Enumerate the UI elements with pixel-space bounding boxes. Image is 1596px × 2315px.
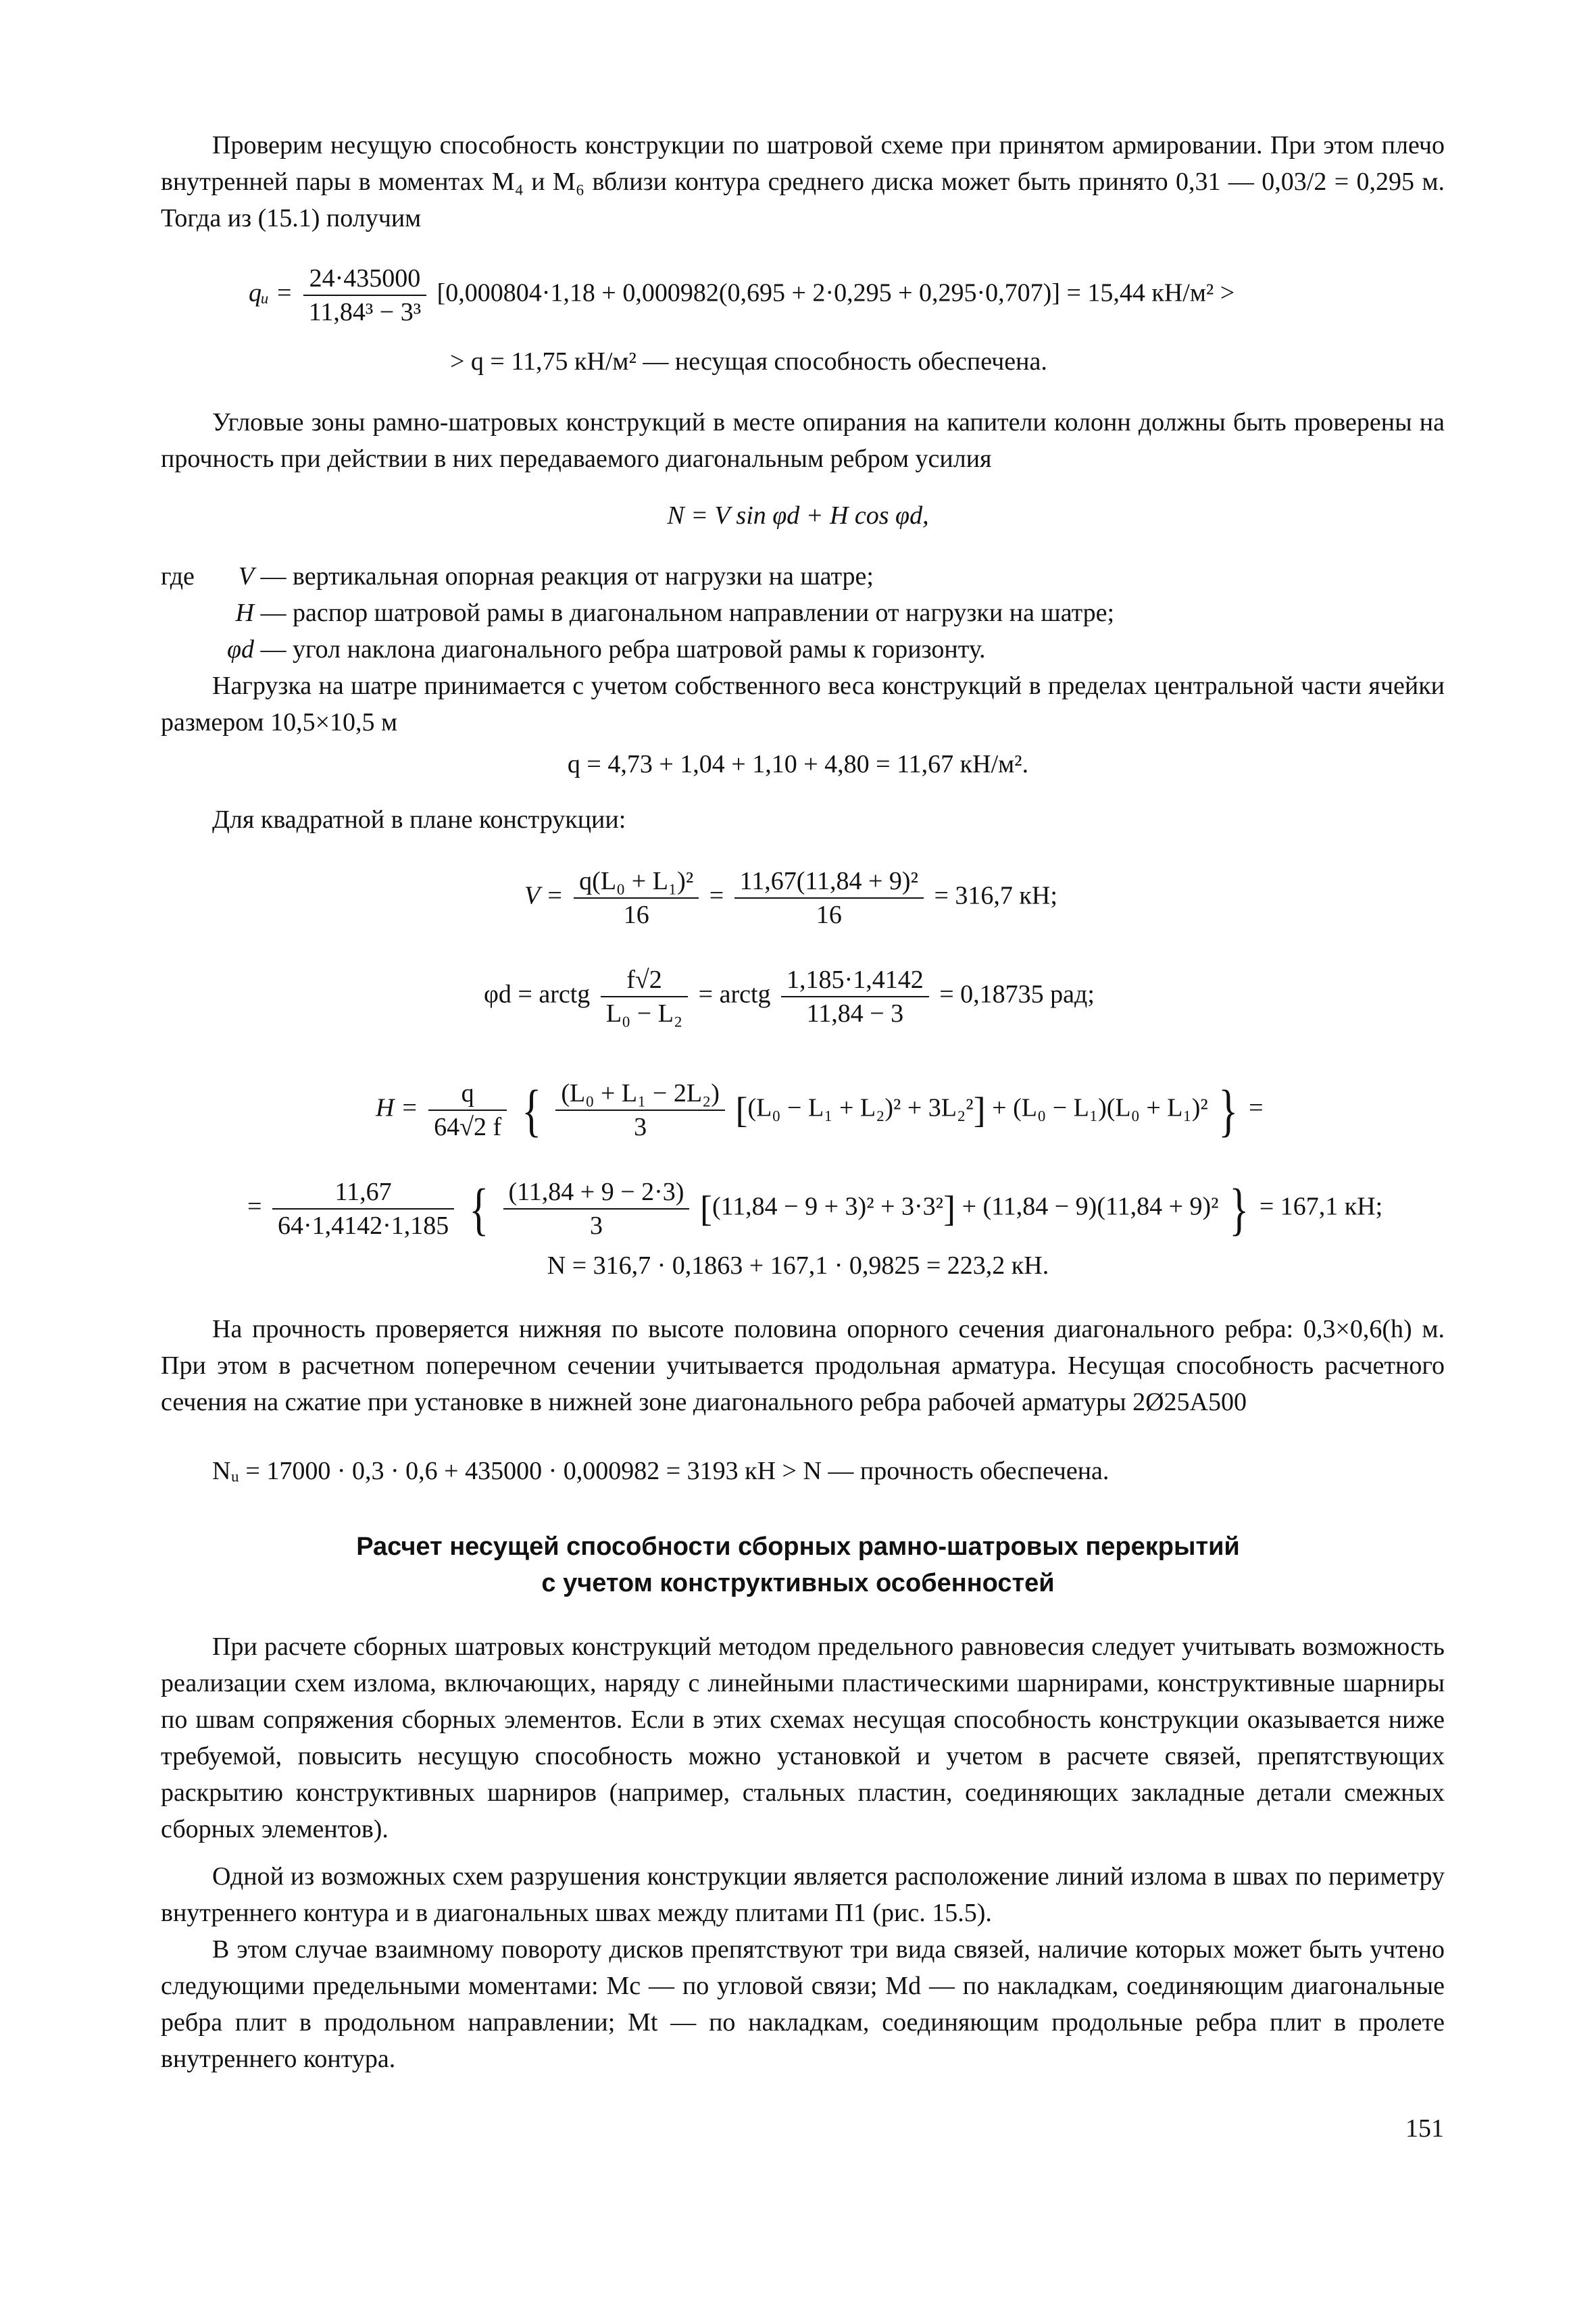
- where-text: — распор шатровой рамы в диагональном направлении от нагрузки на шатре;: [260, 599, 1115, 627]
- where-item-V: [214, 558, 1443, 595]
- eq-phi-mid: = arctg: [698, 980, 771, 1009]
- eq-H1-fraction-2: [555, 1077, 725, 1143]
- where-symbol: H: [235, 599, 254, 627]
- equation-V: V = $\frac{\text{q(L₀ + L₁)²}}{16}$ = $\frac{\text{11,67(11,84 + 9)²}}{16}$ = 316,7 кН;: [524, 865, 1057, 931]
- eq-V-result: = 316,7 кН;: [934, 881, 1057, 910]
- eq-phi-lhs: φd = arctg: [484, 980, 591, 1009]
- equation-H-numeric: = $\frac{11,67}{64\cdot 1,4142\cdot 1,185}$ { $\frac{(11,84 + 9 - 2\cdot 3)}{3}$ [(11,84 − 9 + 3)² + 3·3²] + (11,84 − 9)(11,84 + 9)² } = 167,1 кН;: [247, 1176, 1383, 1241]
- equation-N-formula: [0, 497, 1596, 534]
- eq-H1-lhs: H =: [376, 1093, 418, 1122]
- section-heading-line-2: с учетом конструктивных особенностей: [541, 1569, 1055, 1597]
- equation-qu: [249, 262, 1235, 328]
- where-symbol: φd: [226, 635, 254, 664]
- where-text: — вертикальная опорная реакция от нагрузки на шатре;: [260, 562, 874, 591]
- eq-H2-lhs: =: [247, 1192, 262, 1221]
- paragraph-square: Для квадратной в плане конструкции:: [212, 805, 626, 834]
- eq-phi-result: = 0,18735 рад;: [939, 980, 1095, 1009]
- equation-H-general: H = $\frac{q}{64√2 f}$ { $\frac{\text{(L₀ + L₁ − 2L₂)}}{3}$ [(L₀ − L₁ + L₂)² + 3L₂²] + (L₀ − L₁)(L₀ + L₁)² } =: [376, 1078, 1264, 1143]
- eq-H2-fraction-1: [272, 1176, 454, 1242]
- paragraph-strength: На прочность проверяется нижняя по высоте половина опорного сечения диагонального ребра: 0,3×0,6(h) м. При этом в расчетном поперечном сечении учитывается продольная арматура. Несущая способность расчетного сечения на сжатие при установке в нижней зоне диагонального ребра рабочей арматуры 2Ø25A500: [161, 1315, 1445, 1416]
- eq-qu-numerator: 24·435000: [303, 262, 426, 296]
- where-text: — угол наклона диагонального ребра шатровой рамы к горизонту.: [260, 635, 986, 664]
- paragraph-corner-zones: Угловые зоны рамно-шатровых конструкций в месте опирания на капители колонн должны быть проверены на прочность при действии в них передаваемого диагональным ребром усилия: [161, 408, 1445, 473]
- eq-V-den-1: 16: [623, 901, 649, 929]
- eq-H1-num-1: q: [428, 1077, 507, 1111]
- eq-H2-tail: + (11,84 − 9)(11,84 + 9)²: [962, 1192, 1219, 1221]
- eq-V-den-2: 16: [816, 901, 842, 929]
- eq-V-lhs: V =: [524, 881, 564, 910]
- eq-H2-den-2: 3: [589, 1212, 603, 1240]
- eq-H1-tail: + (L₀ − L₁)(L₀ + L₁)²: [992, 1093, 1208, 1122]
- eq-H2-num-1: 11,67: [272, 1176, 454, 1210]
- where-label: где: [161, 562, 195, 591]
- eq-H1-end: =: [1249, 1093, 1264, 1122]
- paragraph-precast: При расчете сборных шатровых конструкций методом предельного равновесия следует учитывать возможность реализации схем излома, включающих, наряду с линейными пластическими шарнирами, конструктивные шарниры по швам сопряжения сборных элементов. Если в этих схемах несущая способность конструкции оказывается ниже требуемой, повысить несущую способность можно установкой и учетом в расчете связей, препятствующих раскрытию конструктивных шарниров (например, стальных пластин, соединяющих закладные детали смежных сборных элементов).: [161, 1633, 1445, 1843]
- eq-V-fraction-1: [574, 865, 699, 931]
- eq-qu-fraction: [303, 262, 426, 328]
- eq-H2-den-1: 64·1,4142·1,185: [277, 1212, 449, 1240]
- section-heading-line-1: Расчет несущей способности сборных рамно-шатровых перекрытий: [356, 1533, 1240, 1561]
- eq-H1-fraction-1: [428, 1077, 507, 1143]
- eq-qu-lhs: qᵤ =: [249, 278, 293, 307]
- eq-H2-end: = 167,1 кН;: [1259, 1192, 1383, 1221]
- eq-qu-tail: [0,000804·1,18 + 0,000982(0,695 + 2·0,295 + 0,295·0,707)] = 15,44 кН/м² >: [437, 278, 1235, 307]
- eq-V-fraction-2: [734, 865, 924, 931]
- equation-Nu: [212, 1453, 1109, 1489]
- eq-H2-fraction-2: [503, 1176, 690, 1242]
- equation-phi: [484, 964, 1095, 1030]
- eq-H1-bracket: (L₀ − L₁ + L₂)² + 3L₂²: [747, 1093, 974, 1122]
- eq-phi-num-2: 1,185·1,4142: [781, 964, 929, 997]
- equation-N-value: [0, 1247, 1596, 1284]
- eq-phi-den-1: L₀ − L₂: [605, 999, 683, 1028]
- equation-q-check: > q = 11,75 кН/м² — несущая способность обеспечена.: [450, 347, 1047, 376]
- paragraph-load: Нагрузка на шатре принимается с учетом собственного веса конструкций в пределах центральной части ячейки размером 10,5×10,5 м: [161, 672, 1445, 737]
- where-item-phi: [214, 631, 1443, 668]
- eq-phi-den-2: 11,84 − 3: [806, 999, 904, 1028]
- eq-phi-fraction-2: [781, 964, 929, 1030]
- paragraph-failure-scheme: Одной из возможных схем разрушения конструкции является расположение линий излома в швах по периметру внутреннего контура и в диагональных швах между плитами П1 (рис. 15.5).: [161, 1862, 1445, 1927]
- page-number: 151: [1405, 2114, 1444, 2143]
- paragraph-intro: Проверим несущую способность конструкции по шатровой схеме при принятом армировании. При этом плечо внутренней пары в моментах M₄ и M₆ вблизи контура среднего диска может быть принято 0,31 — 0,03/2 = 0,295 м. Тогда из (15.1) получим: [161, 131, 1445, 232]
- eq-H1-num-2: (L₀ + L₁ − 2L₂): [555, 1077, 725, 1111]
- eq-N-value-text: N = 316,7 · 0,1863 + 167,1 · 0,9825 = 223,2 кН.: [547, 1251, 1049, 1280]
- where-item-H: [214, 595, 1443, 631]
- eq-H2-num-2: (11,84 + 9 − 2·3): [503, 1176, 690, 1210]
- where-symbol: V: [238, 562, 254, 591]
- eq-H1-den-1: 64√2 f: [434, 1113, 502, 1141]
- eq-V-num-2: 11,67(11,84 + 9)²: [734, 865, 924, 899]
- eq-H1-den-2: 3: [634, 1113, 647, 1141]
- eq-phi-num-1: f√2: [601, 964, 688, 997]
- eq-Nu-text: Nᵤ = 17000 · 0,3 · 0,6 + 435000 · 0,000982 = 3193 кН > N — прочность обеспечена.: [212, 1457, 1109, 1485]
- eq-q-sum-text: q = 4,73 + 1,04 + 1,10 + 4,80 = 11,67 кН/м².: [567, 750, 1029, 778]
- eq-V-num-1: q(L₀ + L₁)²: [574, 865, 699, 899]
- eq-qu-denominator: 11,84³ − 3³: [308, 298, 422, 326]
- eq-N-formula-text: N = V sin φd + H cos φd,: [667, 501, 929, 530]
- eq-phi-fraction-1: [601, 964, 688, 1030]
- equation-q-sum: [0, 746, 1596, 782]
- paragraph-links: В этом случае взаимному повороту дисков препятствуют три вида связей, наличие которых может быть учтено следующими предельными моментами: Mc — по угловой связи; Md — по накладкам, соединяющим диагональные ребра плит в продольном направлении; Mt — по накладкам, соединяющим продольные ребра плит в пролете внутреннего контура.: [161, 1935, 1445, 2073]
- eq-H2-bracket: (11,84 − 9 + 3)² + 3·3²: [712, 1192, 944, 1221]
